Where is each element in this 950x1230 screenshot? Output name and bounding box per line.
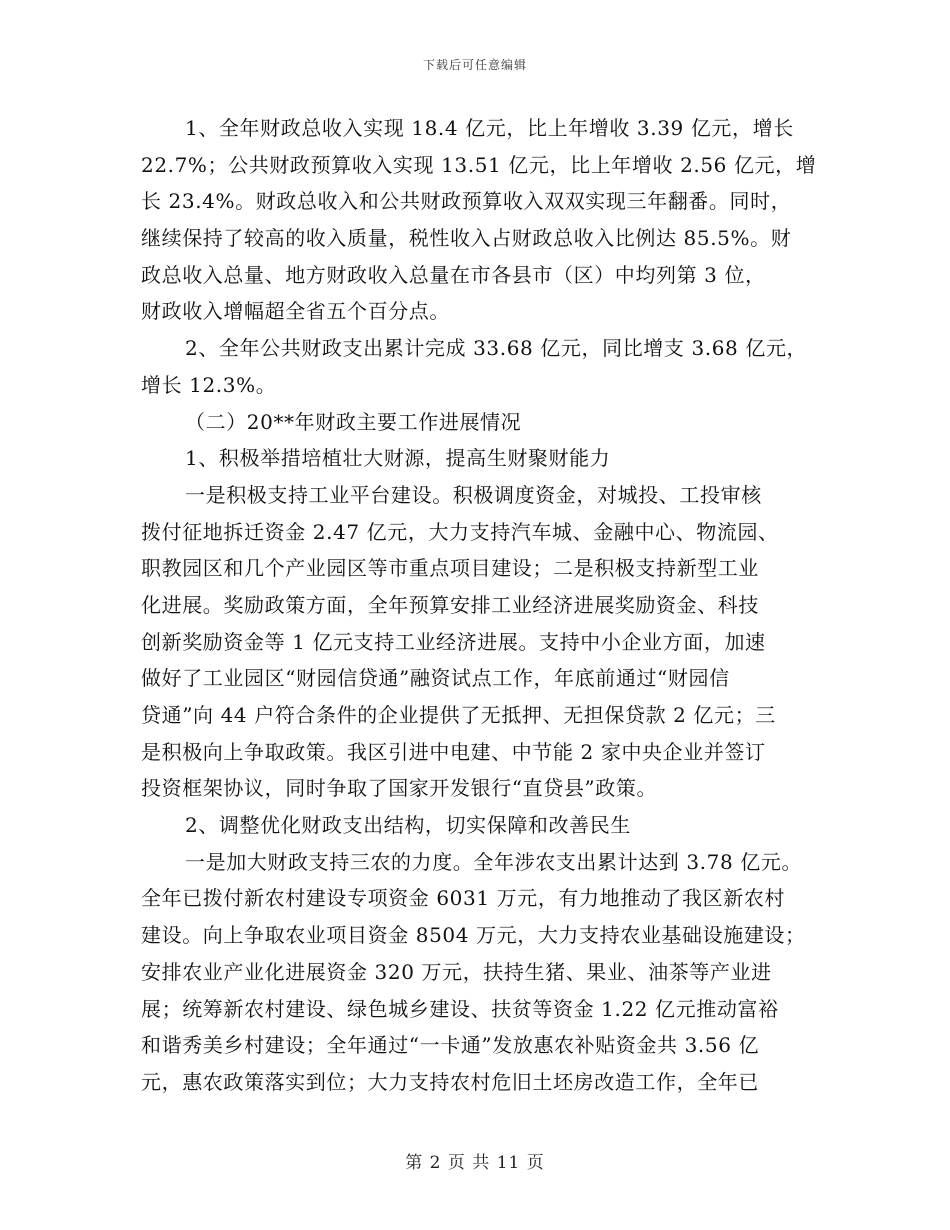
text-line: 2、全年公共财政支出累计完成 33.68 亿元，同比增支 3.68 亿元， xyxy=(185,336,808,361)
text-line: 展；统筹新农村建设、绿色城乡建设、扶贫等资金 1.22 亿元推动富裕 xyxy=(141,996,779,1021)
text-line: 贷通”向 44 户符合条件的企业提供了无抵押、无担保贷款 2 亿元；三 xyxy=(141,703,776,727)
text-line: 和谐秀美乡村建设；全年通过“一卡通”发放惠农补贴资金共 3.56 亿 xyxy=(141,1033,760,1058)
text-line: 建设。向上争取农业项目资金 8504 万元，大力支持农业基础设施建设； xyxy=(141,923,806,948)
text-line: 是积极向上争取政策。我区引进中电建、中节能 2 家中央企业并签订 xyxy=(141,739,766,764)
text-line: （二）20**年财政主要工作进展情况 xyxy=(185,409,522,434)
text-line: 安排农业产业化进展资金 320 万元，扶持生猪、果业、油茶等产业进 xyxy=(141,959,772,984)
text-line: 22.7%；公共财政预算收入实现 13.51 亿元，比上年增收 2.56 亿元，增 xyxy=(141,152,816,177)
document-body xyxy=(141,110,816,1101)
text-line: 元，惠农政策落实到位；大力支持农村危旧土坯房改造工作，全年已 xyxy=(141,1069,759,1094)
text-line: 化进展。奖励政策方面，全年预算安排工业经济进展奖励资金、科技 xyxy=(141,592,759,617)
text-line: 投资框架协议，同时争取了国家开发银行“直贷县”政策。 xyxy=(141,776,658,801)
text-line: 做好了工业园区“财园信贷通”融资试点工作，年底前通过“财园信 xyxy=(141,666,730,691)
text-line: 财政收入增幅超全省五个百分点。 xyxy=(141,299,450,324)
text-line: 创新奖励资金等 1 亿元支持工业经济进展。支持中小企业方面，加速 xyxy=(141,629,766,654)
text-line: 一是积极支持工业平台建设。积极调度资金，对城投、工投审核 xyxy=(185,482,762,507)
text-line: 长 23.4%。财政总收入和公共财政预算收入双双实现三年翻番。同时， xyxy=(141,189,792,214)
text-line: 全年已拨付新农村建设专项资金 6031 万元，有力地推动了我区新农村 xyxy=(141,886,786,911)
text-line: 1、全年财政总收入实现 18.4 亿元，比上年增收 3.39 亿元，增长 xyxy=(185,116,794,140)
text-line: 职教园区和几个产业园区等市重点项目建设；二是积极支持新型工业 xyxy=(141,556,759,581)
text-line: 继续保持了较高的收入质量，税性收入占财政总收入比例达 85.5%。财 xyxy=(141,226,792,251)
page-number-footer: 第 2 页 共 11 页 xyxy=(405,1153,545,1173)
text-line: 2、调整优化财政支出结构，切实保障和改善民生 xyxy=(185,813,631,838)
text-line: 一是加大财政支持三农的力度。全年涉农支出累计达到 3.78 亿元。 xyxy=(185,849,803,874)
page-header: 下载后可任意编辑 xyxy=(422,58,527,72)
text-line: 增长 12.3%。 xyxy=(141,372,277,397)
text-line: 拨付征地拆迁资金 2.47 亿元，大力支持汽车城、金融中心、物流园、 xyxy=(141,519,779,544)
text-line: 1、积极举措培植壮大财源，提高生财聚财能力 xyxy=(185,446,611,471)
text-line: 政总收入总量、地方财政收入总量在市各县市（区）中均列第 3 位， xyxy=(141,262,766,287)
